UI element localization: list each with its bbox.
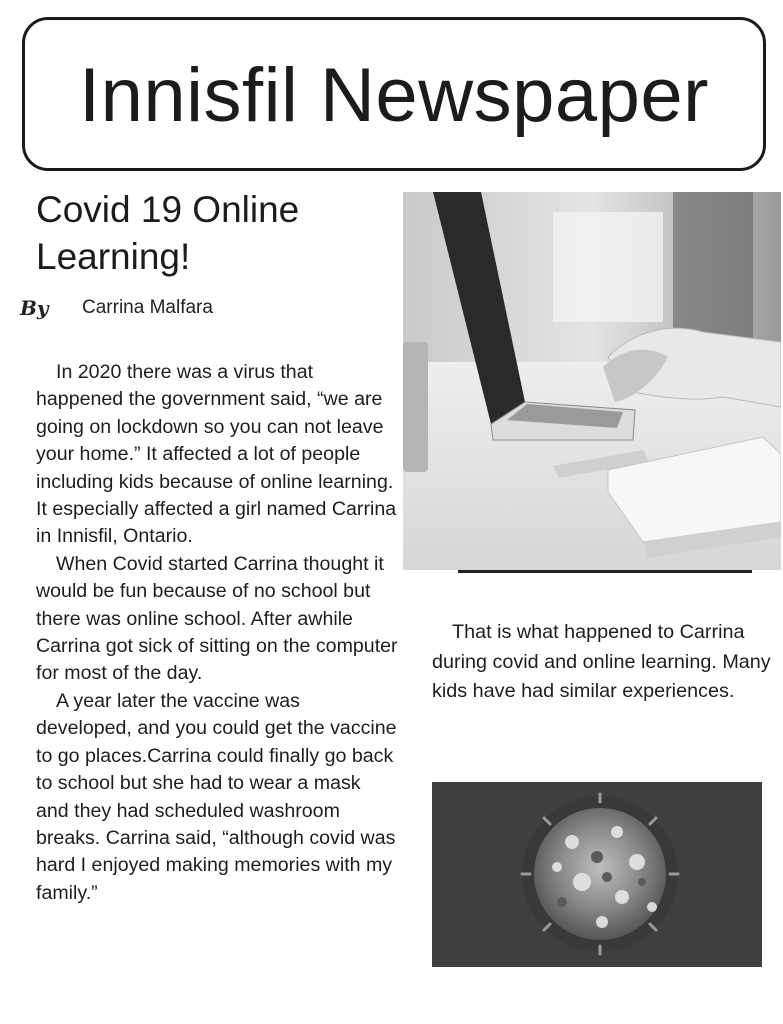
paragraph-3: A year later the vaccine was developed, and you could get the vaccine to go places.Carrina could finally go back to school but she had to wear a mask and they had scheduled washroom breaks. Carrina said, “although covid was hard I enjoyed making memories with my family.” [36,689,397,904]
article-body [36,359,398,907]
conclusion-text: That is what happened to Carrina during covid and online learning. Many kids have had similar experiences. [432,621,771,702]
author-name: Carrina Malfara [82,297,213,318]
article-conclusion [432,618,772,707]
laptop-photo [403,192,781,570]
headline-line-1: Covid 19 Online [36,189,300,230]
photo-divider [458,570,752,573]
byline-prefix: By [20,296,49,320]
article-headline [36,186,396,280]
coronavirus-image [432,782,762,967]
masthead-box [22,17,766,171]
paragraph-1: In 2020 there was a virus that happened the government said, “we are going on lockdown so you can not leave your home.” It affected a lot of people including kids because of online learning. It especially affected a girl named Carrina in Innisfil, Ontario. [36,361,397,548]
headline-line-2: Learning! [36,236,191,277]
newspaper-title: Innisfil Newspaper [79,53,709,138]
paragraph-2: When Covid started Carrina thought it would be fun because of no school but there was online school. After awhile Carrina got sick of sitting on the computer for most of the day. [36,552,398,685]
